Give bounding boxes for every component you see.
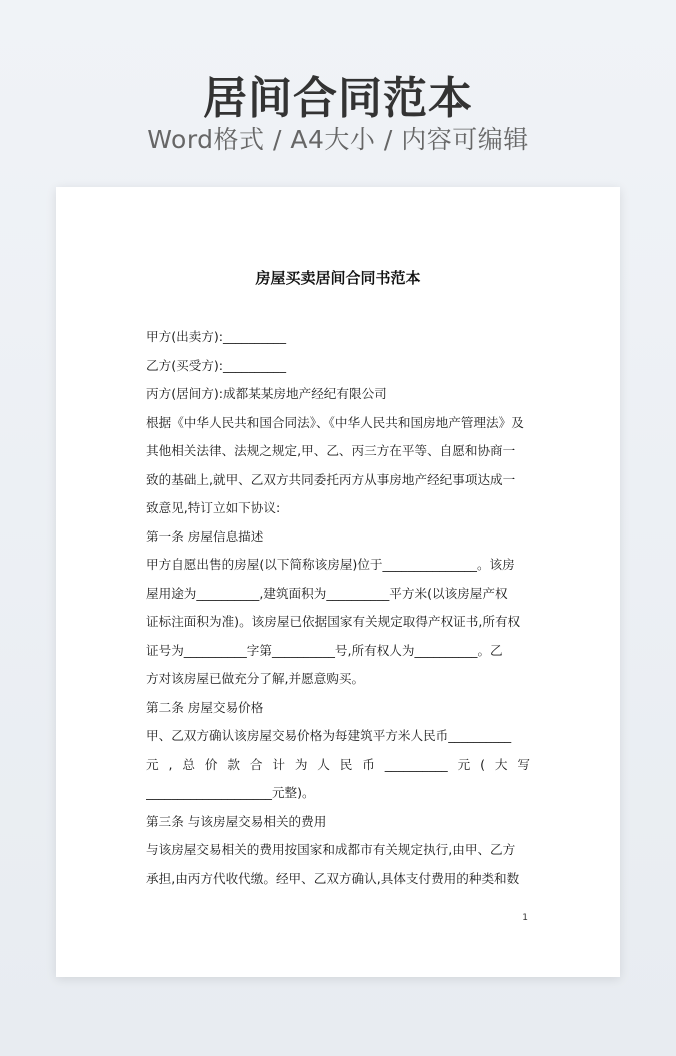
document-page	[56, 187, 620, 977]
paragraph-line: 根据《中华人民共和国合同法》、《中华人民共和国房地产管理法》及	[146, 414, 524, 430]
paragraph-line: 屋用途为__________,建筑面积为__________平方米(以该房屋产权	[146, 585, 508, 601]
party-c-line: 丙方(居间方):成都某某房地产经纪有限公司	[146, 386, 387, 401]
page-title: 居间合同范本	[203, 73, 473, 124]
party-a-line: 甲方(出卖方):__________	[146, 329, 287, 344]
paragraph-line: 与该房屋交易相关的费用按国家和成都市有关规定执行,由甲、乙方	[146, 842, 516, 857]
paragraph-line: 甲方自愿出售的房屋(以下简称该房屋)位于_______________。该房	[146, 557, 515, 572]
paragraph-line: 甲、乙双方确认该房屋交易价格为每建筑平方米人民币__________	[146, 728, 512, 743]
section-heading: 第三条 与该房屋交易相关的费用	[146, 813, 327, 829]
page-number: 1	[522, 913, 528, 923]
section-heading: 第一条 房屋信息描述	[146, 528, 264, 544]
party-b-line: 乙方(买受方):__________	[146, 357, 287, 373]
paragraph-line: 方对该房屋已做充分了解,并愿意购买。	[146, 671, 365, 686]
paragraph-line: 承担,由丙方代收代缴。经甲、乙双方确认,具体支付费用的种类和数	[146, 870, 520, 886]
paragraph-line: ____________________元整)。	[146, 785, 315, 800]
paragraph-line: 证标注面积为准)。该房屋已依据国家有关规定取得产权证书,所有权	[146, 614, 521, 629]
page-subtitle: Word格式 / A4大小 / 内容可编辑	[147, 125, 529, 154]
paragraph-line: 证号为__________字第__________号,所有权人为__________。乙	[146, 642, 503, 658]
paragraph-line: 元,总价款合计为人民币__________元(大写	[146, 756, 530, 772]
paragraph-line: 其他相关法律、法规之规定,甲、乙、丙三方在平等、自愿和协商一	[146, 443, 516, 458]
section-heading: 第二条 房屋交易价格	[146, 699, 264, 715]
document-body	[146, 323, 530, 893]
paragraph-line: 致意见,特订立如下协议:	[146, 500, 281, 515]
document-title: 房屋买卖居间合同书范本	[255, 269, 421, 287]
paragraph-line: 致的基础上,就甲、乙双方共同委托丙方从事房地产经纪事项达成一	[146, 471, 516, 487]
